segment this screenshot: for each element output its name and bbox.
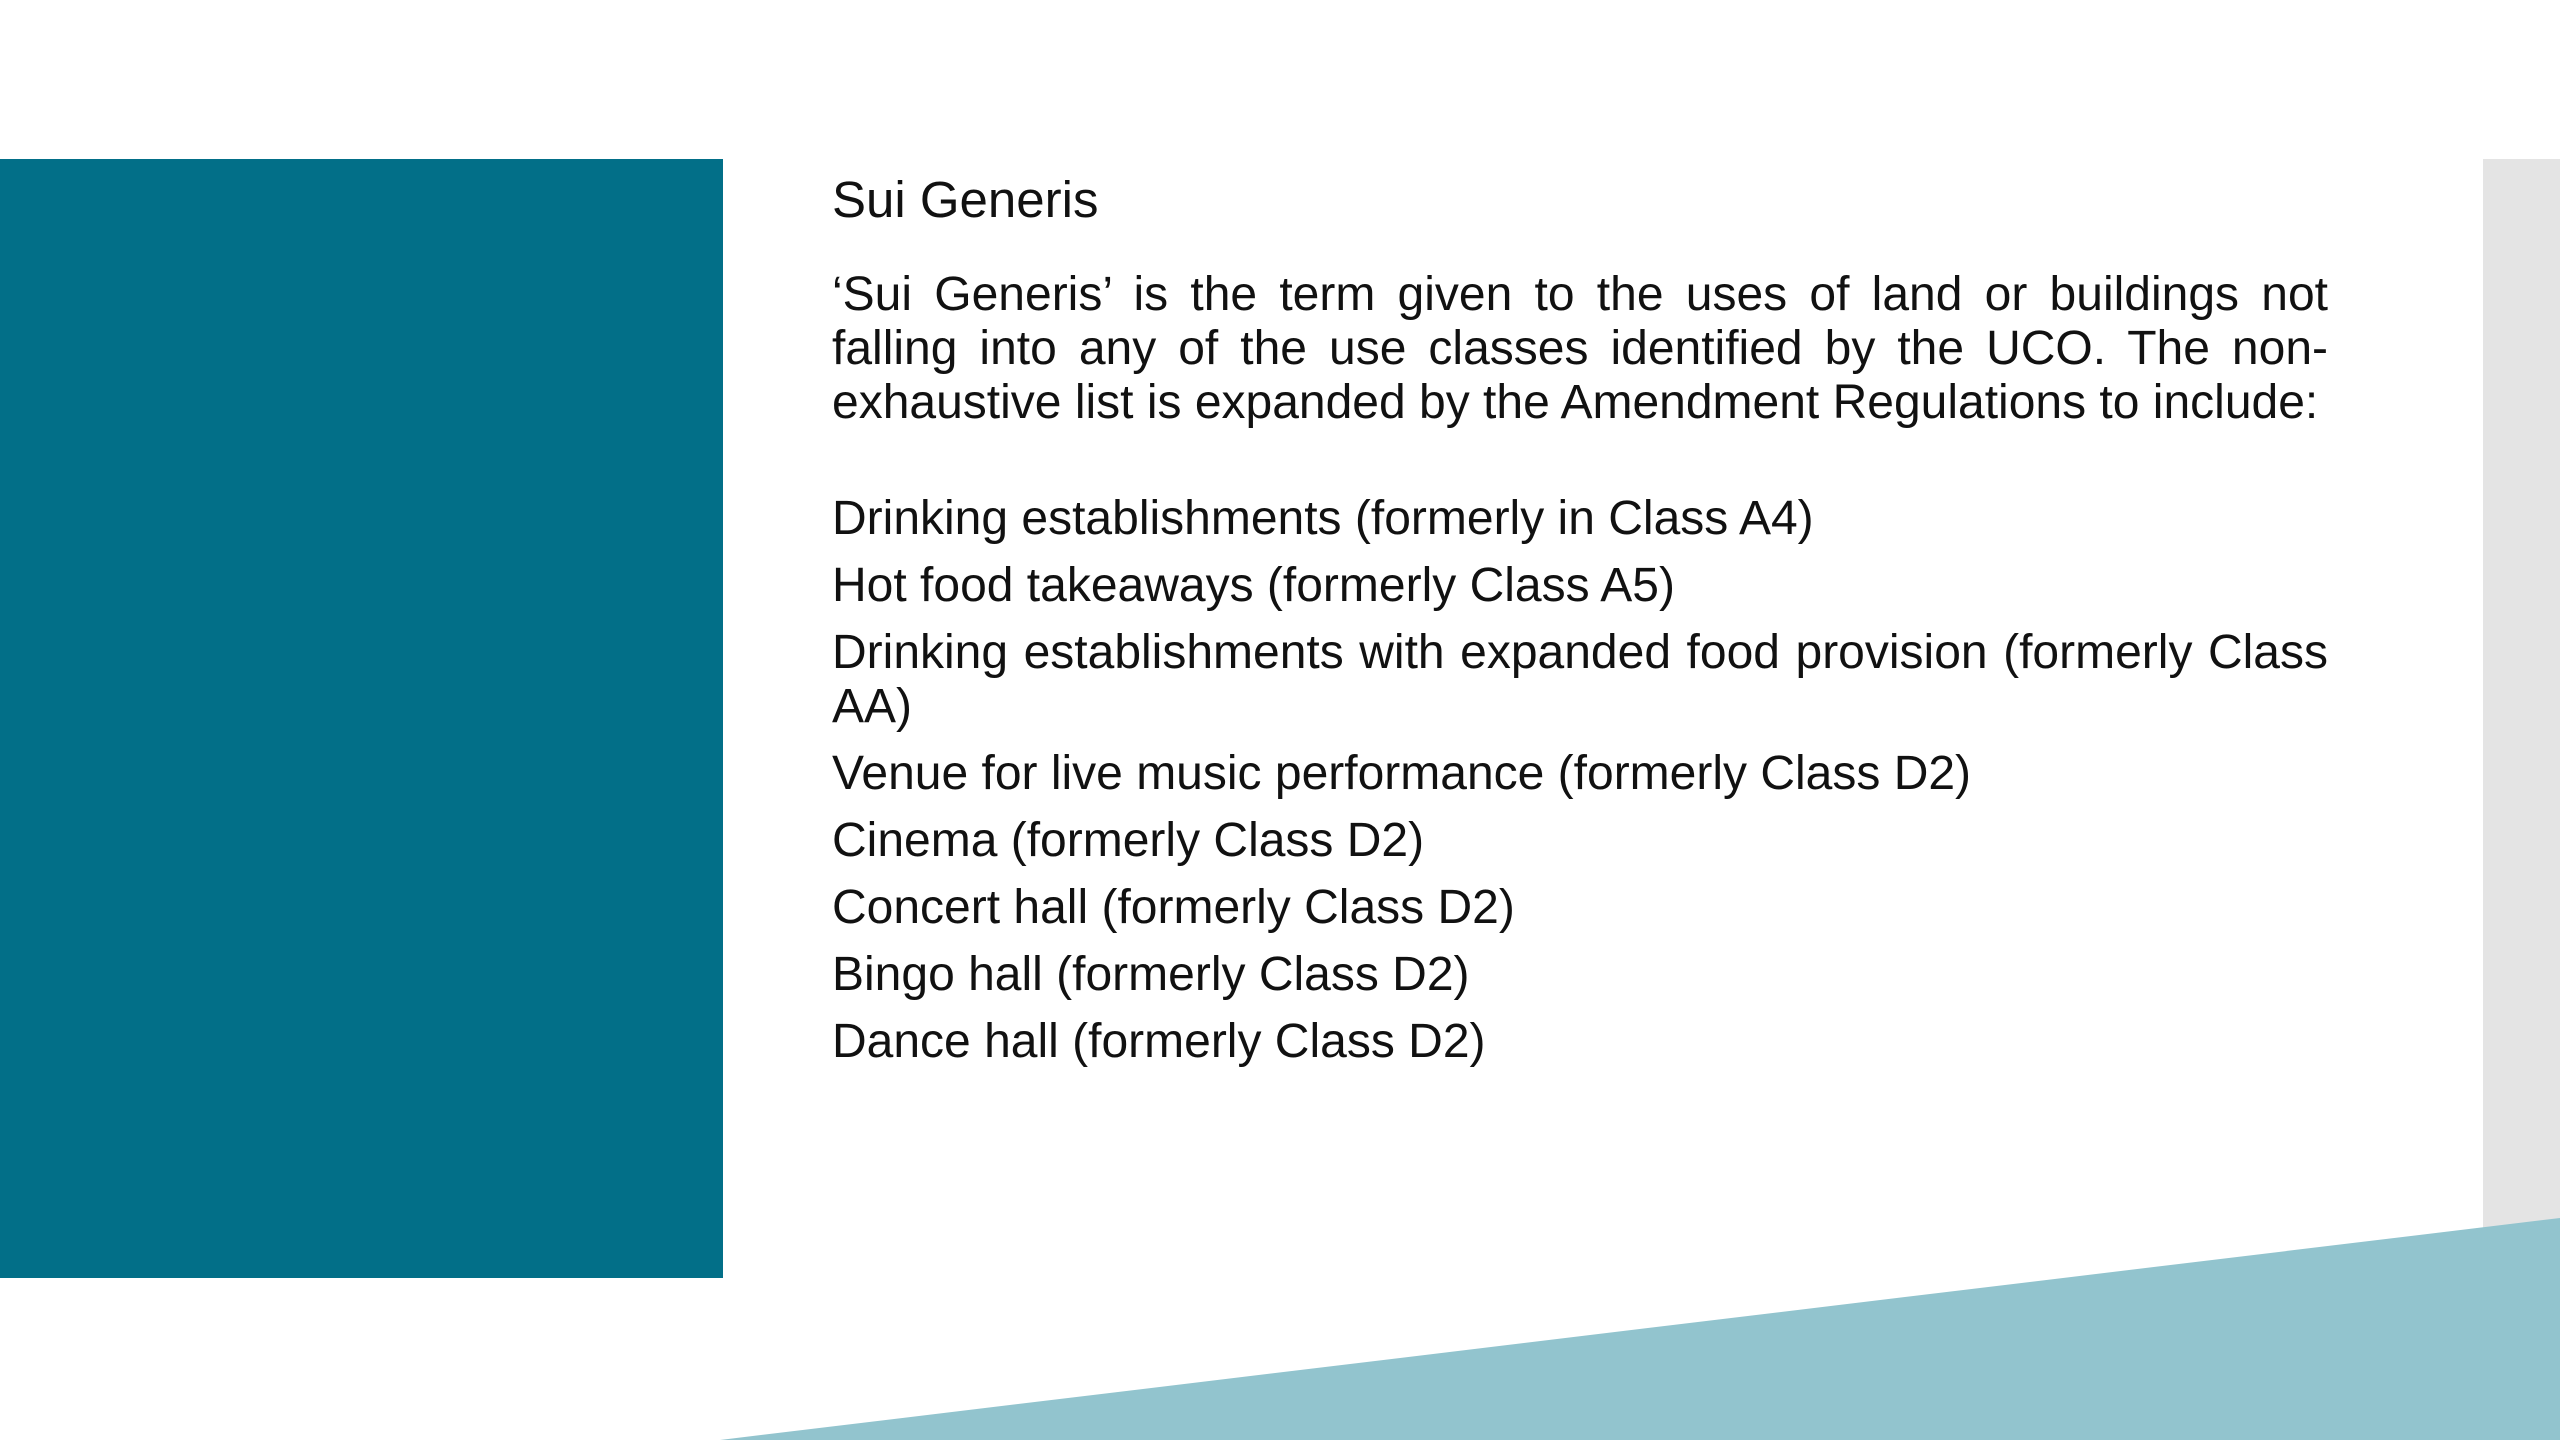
slide-content xyxy=(832,168,2328,1082)
list-item: Concert hall (formerly Class D2) xyxy=(832,881,1515,934)
list-item: Venue for live music performance (formerly Class D2) xyxy=(832,747,1972,800)
list-item: Drinking establishments with expanded food provision (formerly Class AA) xyxy=(832,626,2328,733)
list-item: Dance hall (formerly Class D2) xyxy=(832,1015,1486,1068)
use-list xyxy=(832,492,2328,1069)
intro-paragraph: ‘Sui Generis’ is the term given to the uses of land or buildings not falling into any of the use classes identified by the UCO. The non-exhaustive list is expanded by the Amendment Regulations to include: xyxy=(832,268,2328,429)
slide-title: Sui Generis xyxy=(832,171,1099,228)
list-item: Cinema (formerly Class D2) xyxy=(832,814,1425,867)
list-item: Hot food takeaways (formerly Class A5) xyxy=(832,559,1675,612)
list-item: Bingo hall (formerly Class D2) xyxy=(832,948,1470,1001)
list-item: Drinking establishments (formerly in Class A4) xyxy=(832,492,1814,545)
teal-side-panel xyxy=(0,159,723,1278)
grey-edge-strip xyxy=(2483,159,2560,1440)
